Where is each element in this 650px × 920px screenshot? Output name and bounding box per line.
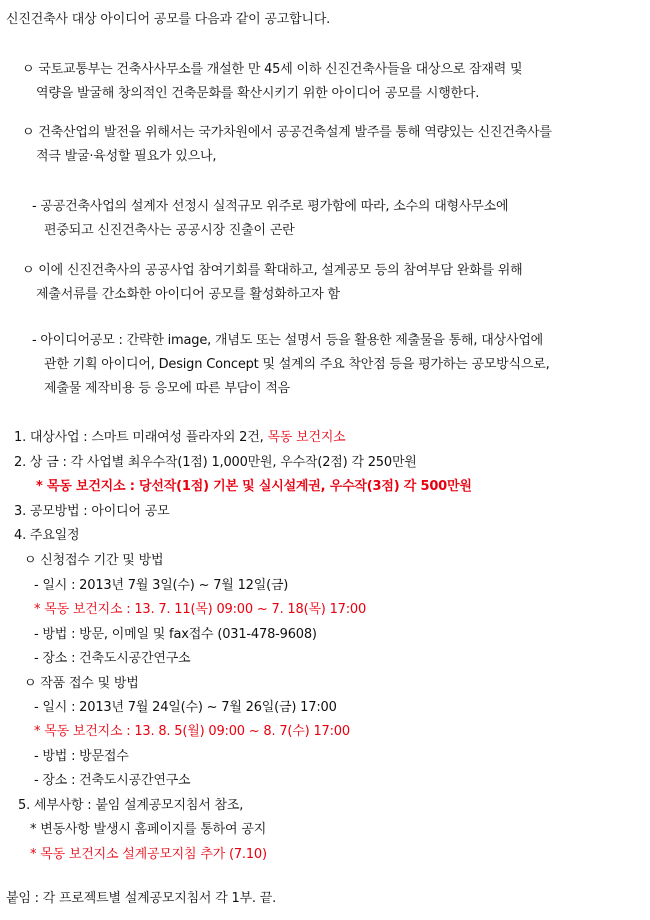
bullet-2-line-1: ㅇ 건축산업의 발전을 위해서는 국가차원에서 공공건축설계 발주를 통해 역량있는 신진건축사를 <box>22 125 552 140</box>
bullet-2-line-2: 적극 발굴·육성할 필요가 있으나, <box>36 149 217 164</box>
schedule-2-date: - 일시 : 2013년 7월 24일(수) ~ 7월 26일(금) 17:00 <box>34 700 337 715</box>
schedule-2-place: - 장소 : 건축도시공간연구소 <box>34 773 191 788</box>
list-item-3: 3. 공모방법 : 아이디어 공모 <box>14 504 170 519</box>
list-item-2-note: * 목동 보건지소 : 당선작(1점) 기본 및 실시설계권, 우수작(3점) 각 500만원 <box>36 479 472 494</box>
list-item-5: 5. 세부사항 : 붙임 설계공모지침서 참조, <box>18 798 244 813</box>
detail-2-line-2: 관한 기획 아이디어, Design Concept 및 설계의 주요 착안점 등을 평가하는 공모방식으로, <box>44 357 550 372</box>
list-item-2: 2. 상 금 : 각 사업별 최우수작(1점) 1,000만원, 우수작(2점) 각 250만원 <box>14 455 417 470</box>
detail-1-line-2: 편중되고 신진건축사는 공공시장 진출이 곤란 <box>44 223 295 238</box>
schedule-2-note: * 목동 보건지소 : 13. 8. 5(월) 09:00 ~ 8. 7(수) 17:00 <box>34 724 350 739</box>
bullet-3-line-2: 제출서류를 간소화한 아이디어 공모를 활성화하고자 함 <box>36 287 340 302</box>
bullet-3-line-1: ㅇ 이에 신진건축사의 공공사업 참여기회를 확대하고, 설계공모 등의 참여부담 완화를 위해 <box>22 263 523 278</box>
schedule-1-title: ㅇ 신청접수 기간 및 방법 <box>24 553 164 568</box>
list-item-1-highlight: 목동 보건지소 <box>267 430 346 445</box>
schedule-2-title: ㅇ 작품 접수 및 방법 <box>24 676 139 691</box>
bullet-1-line-1: ㅇ 국토교통부는 건축사사무소를 개설한 만 45세 이하 신진건축사들을 대상으로 잠재력 및 <box>22 62 523 77</box>
list-item-5-note-2: * 목동 보건지소 설계공모지침 추가 (7.10) <box>30 847 267 862</box>
schedule-2-method: - 방법 : 방문접수 <box>34 749 129 764</box>
schedule-1-place: - 장소 : 건축도시공간연구소 <box>34 651 191 666</box>
list-item-1-text: 1. 대상사업 : 스마트 미래여성 플라자외 2건, <box>14 430 268 445</box>
bullet-1-line-2: 역량을 발굴해 창의적인 건축문화를 확산시키기 위한 아이디어 공모를 시행한다. <box>36 86 480 101</box>
schedule-1-method: - 방법 : 방문, 이메일 및 fax접수 (031-478-9608) <box>34 627 317 642</box>
detail-2-line-3: 제출물 제작비용 등 응모에 따른 부담이 적음 <box>44 381 291 396</box>
attachment-footer: 붙임 : 각 프로젝트별 설계공모지침서 각 1부. 끝. <box>6 891 277 906</box>
detail-1-line-1: - 공공건축사업의 설계자 선정시 실적규모 위주로 평가함에 따라, 소수의 대형사무소에 <box>32 199 509 214</box>
schedule-1-date: - 일시 : 2013년 7월 3일(수) ~ 7월 12일(금) <box>34 578 289 593</box>
detail-2-line-1: - 아이디어공모 : 간략한 image, 개념도 또는 설명서 등을 활용한 제출물을 통해, 대상사업에 <box>32 333 544 348</box>
list-item-1 <box>14 428 346 447</box>
schedule-1-note: * 목동 보건지소 : 13. 7. 11(목) 09:00 ~ 7. 18(목) 17:00 <box>34 602 367 617</box>
list-item-4: 4. 주요일정 <box>14 528 80 543</box>
headline: 신진건축사 대상 아이디어 공모를 다음과 같이 공고합니다. <box>6 12 331 27</box>
list-item-5-note-1: * 변동사항 발생시 홈페이지를 통하여 공지 <box>30 822 267 837</box>
